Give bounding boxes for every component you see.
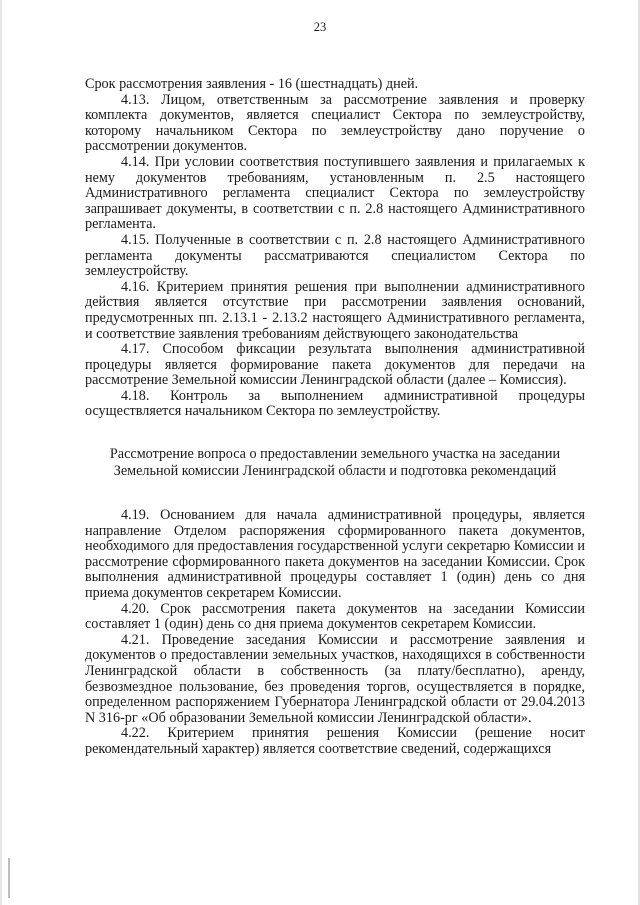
section-heading-line-2: Земельной комиссии Ленинградской области и подготовка рекомендаций	[113, 463, 557, 480]
paragraph-4-22: 4.22. Критерием принятия решения Комиссии (решение носит рекомендательный характер) является соответствие сведений, содержащихся	[85, 725, 585, 757]
paragraph-4-16: 4.16. Критерием принятия решения при выполнении административного действия является отсутствие при рассмотрении заявления оснований, предусмотренных пп. 2.13.1 - 2.13.2 настоящего Административного регламента, и соответствие заявления требованиям действующего законодательства	[85, 278, 585, 342]
paragraph-4-17: 4.17. Способом фиксации результата выполнения административной процедуры является формирование пакета документов для передачи на рассмотрение Земельной комиссии Ленинградской области (далее – Комиссия).	[85, 341, 585, 389]
paragraph-4-21: 4.21. Проведение заседания Комиссии и рассмотрение заявления и документов о предоставлении земельных участков, находящихся в собственности Ленинградской области в собственность (за плату/бесплатно), аренду, безвозмездное пользование, без проведения торгов, осуществляется в порядке, определенном распоряжением Губернатора Ленинградской области от 29.04.2013 N 316-рг «Об образовании Земельной комиссии Ленинградской области».	[85, 631, 585, 726]
section-heading	[85, 446, 585, 480]
paragraph-4-15: 4.15. Полученные в соответствии с п. 2.8 настоящего Административного регламента документы рассматриваются специалистом Сектора по землеустройству.	[85, 231, 585, 280]
section-heading-line-1: Рассмотрение вопроса о предоставлении земельного участка на заседании	[109, 446, 561, 463]
paragraph-4-19: 4.19. Основанием для начала административной процедуры, является направление Отделом распоряжения сформированного пакета документов, необходимого для предоставления государственной услуги секретарю Комиссии и рассмотрение сформированного пакета документов на заседании Комиссии. Срок выполнения административной процедуры составляет 1 (один) день со дня приема документов секретарем Комиссии.	[85, 507, 585, 602]
paragraph-4-14: 4.14. При условии соответствия поступившего заявления и прилагаемых к нему документов требованиям, установленным п. 2.5 настоящего Административного регламента специалист Сектора по землеустройству запрашивает документы, в соответствии с п. 2.8 настоящего Административного регламента.	[85, 153, 585, 233]
document-body	[85, 77, 585, 758]
paragraph-4-13: 4.13. Лицом, ответственным за рассмотрение заявления и проверку комплекта документов, является специалист Сектора по землеустройству, которому начальником Сектора по землеустройству дано поручение о рассмотрении документов.	[85, 91, 585, 155]
page-number: 23	[313, 20, 327, 34]
paragraph-deadline: Срок рассмотрения заявления - 16 (шестнадцать) дней.	[85, 76, 419, 92]
paragraph-4-18: 4.18. Контроль за выполнением административной процедуры осуществляется начальником Сектора по землеустройству.	[85, 387, 585, 420]
scan-mark	[8, 858, 10, 898]
scan-edge-left	[0, 0, 2, 905]
paragraph-4-20: 4.20. Срок рассмотрения пакета документов на заседании Комиссии составляет 1 (один) день со дня приема документов секретарем Комиссии.	[85, 600, 585, 633]
